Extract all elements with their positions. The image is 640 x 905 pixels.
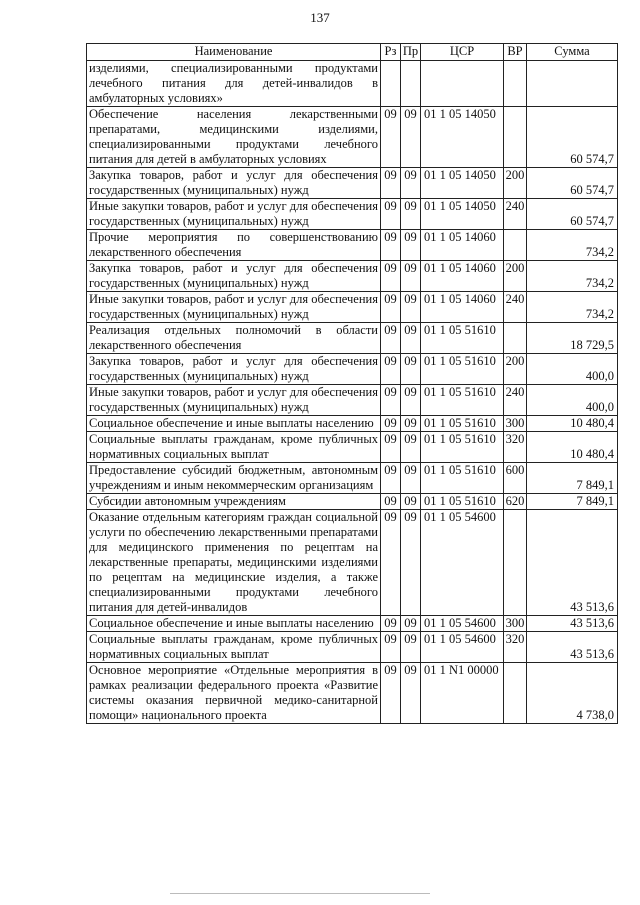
row-sum-cell: 400,0 — [527, 385, 618, 416]
table-row — [87, 199, 618, 230]
row-name-cell: Прочие мероприятия по совершенствованию лекарственного обеспечения — [87, 230, 381, 261]
scan-artifact-line — [170, 893, 430, 894]
header-pr: Пр — [401, 44, 421, 61]
row-name-cell: Иные закупки товаров, работ и услуг для обеспечения государственных (муниципальных) нужд — [87, 292, 381, 323]
row-vr-cell: 200 — [504, 354, 527, 385]
row-sum-cell: 43 513,6 — [527, 616, 618, 632]
row-sum-cell: 60 574,7 — [527, 107, 618, 168]
row-rz-cell: 09 — [381, 463, 401, 494]
row-pr-cell: 09 — [401, 616, 421, 632]
row-vr-cell: 300 — [504, 416, 527, 432]
row-pr-cell: 09 — [401, 107, 421, 168]
row-name-cell: Иные закупки товаров, работ и услуг для обеспечения государственных (муниципальных) нужд — [87, 199, 381, 230]
row-rz-cell: 09 — [381, 663, 401, 724]
row-csr-cell: 01 1 05 51610 — [421, 323, 504, 354]
row-csr-cell: 01 1 05 54600 — [421, 632, 504, 663]
table-row — [87, 510, 618, 616]
table-row — [87, 416, 618, 432]
row-vr-cell: 240 — [504, 385, 527, 416]
row-vr-cell — [504, 510, 527, 616]
row-csr-cell: 01 1 05 14050 — [421, 168, 504, 199]
row-pr-cell: 09 — [401, 385, 421, 416]
row-pr-cell: 09 — [401, 416, 421, 432]
row-name-cell: Основное мероприятие «Отдельные мероприятия в рамках реализации федерального проекта «Развитие системы оказания первичной медико-санитарной помощи» национального проекта — [87, 663, 381, 724]
row-csr-cell: 01 1 05 51610 — [421, 416, 504, 432]
row-pr-cell: 09 — [401, 663, 421, 724]
row-pr-cell: 09 — [401, 510, 421, 616]
row-csr-cell: 01 1 05 14050 — [421, 107, 504, 168]
row-rz-cell: 09 — [381, 199, 401, 230]
row-sum-cell: 18 729,5 — [527, 323, 618, 354]
row-vr-cell — [504, 61, 527, 107]
table-row — [87, 323, 618, 354]
row-name-cell: изделиями, специализированными продуктами лечебного питания для детей-инвалидов в амбулаторных условиях» — [87, 61, 381, 107]
row-vr-cell: 320 — [504, 432, 527, 463]
row-sum-cell: 10 480,4 — [527, 432, 618, 463]
row-sum-cell: 734,2 — [527, 292, 618, 323]
table-row — [87, 292, 618, 323]
row-name-cell: Реализация отдельных полномочий в области лекарственного обеспечения — [87, 323, 381, 354]
table-row — [87, 494, 618, 510]
table-row — [87, 61, 618, 107]
table-row — [87, 432, 618, 463]
row-vr-cell: 300 — [504, 616, 527, 632]
row-name-cell: Предоставление субсидий бюджетным, автономным учреждениям и иным некоммерческим организациям — [87, 463, 381, 494]
row-name-cell: Обеспечение населения лекарственными препаратами, медицинскими изделиями, специализированными продуктами лечебного питания для детей в амбулаторных условиях — [87, 107, 381, 168]
row-rz-cell — [381, 61, 401, 107]
row-rz-cell: 09 — [381, 292, 401, 323]
row-sum-cell: 10 480,4 — [527, 416, 618, 432]
table-row — [87, 463, 618, 494]
header-sum: Сумма — [527, 44, 618, 61]
row-csr-cell: 01 1 05 51610 — [421, 463, 504, 494]
row-rz-cell: 09 — [381, 168, 401, 199]
row-pr-cell: 09 — [401, 292, 421, 323]
table-row — [87, 261, 618, 292]
row-sum-cell: 60 574,7 — [527, 168, 618, 199]
row-rz-cell: 09 — [381, 261, 401, 292]
row-csr-cell: 01 1 05 51610 — [421, 494, 504, 510]
row-rz-cell: 09 — [381, 432, 401, 463]
table-row — [87, 632, 618, 663]
table-body — [87, 61, 618, 724]
row-name-cell: Социальное обеспечение и иные выплаты населению — [87, 416, 381, 432]
row-pr-cell: 09 — [401, 168, 421, 199]
row-pr-cell: 09 — [401, 632, 421, 663]
row-csr-cell: 01 1 05 51610 — [421, 354, 504, 385]
row-csr-cell: 01 1 N1 00000 — [421, 663, 504, 724]
row-sum-cell: 734,2 — [527, 230, 618, 261]
table-row — [87, 354, 618, 385]
row-rz-cell: 09 — [381, 230, 401, 261]
header-rz: Рз — [381, 44, 401, 61]
row-name-cell: Социальные выплаты гражданам, кроме публичных нормативных социальных выплат — [87, 432, 381, 463]
row-rz-cell: 09 — [381, 323, 401, 354]
row-rz-cell: 09 — [381, 494, 401, 510]
row-vr-cell: 240 — [504, 292, 527, 323]
header-name: Наименование — [87, 44, 381, 61]
row-vr-cell: 240 — [504, 199, 527, 230]
row-name-cell: Закупка товаров, работ и услуг для обеспечения государственных (муниципальных) нужд — [87, 354, 381, 385]
row-name-cell: Закупка товаров, работ и услуг для обеспечения государственных (муниципальных) нужд — [87, 168, 381, 199]
row-csr-cell — [421, 61, 504, 107]
row-vr-cell: 200 — [504, 168, 527, 199]
row-csr-cell: 01 1 05 54600 — [421, 616, 504, 632]
row-pr-cell: 09 — [401, 432, 421, 463]
row-sum-cell: 734,2 — [527, 261, 618, 292]
table-row — [87, 616, 618, 632]
row-csr-cell: 01 1 05 14060 — [421, 292, 504, 323]
row-pr-cell — [401, 61, 421, 107]
page-number: 137 — [310, 10, 330, 25]
table-row — [87, 663, 618, 724]
table-row — [87, 107, 618, 168]
row-name-cell: Оказание отдельным категориям граждан социальной услуги по обеспечению лекарственными препаратами для медицинского применения по рецептам на лекарственные препараты, медицинскими изделиями по рецептам на медицинские изделия, а также специализированными продуктами лечебного питания для детей-инвалидов — [87, 510, 381, 616]
row-vr-cell: 320 — [504, 632, 527, 663]
row-vr-cell: 620 — [504, 494, 527, 510]
row-sum-cell: 400,0 — [527, 354, 618, 385]
row-csr-cell: 01 1 05 14060 — [421, 261, 504, 292]
row-sum-cell: 43 513,6 — [527, 632, 618, 663]
row-csr-cell: 01 1 05 51610 — [421, 432, 504, 463]
row-vr-cell — [504, 107, 527, 168]
row-name-cell: Иные закупки товаров, работ и услуг для обеспечения государственных (муниципальных) нужд — [87, 385, 381, 416]
row-sum-cell: 43 513,6 — [527, 510, 618, 616]
row-vr-cell — [504, 663, 527, 724]
row-csr-cell: 01 1 05 14050 — [421, 199, 504, 230]
table-row — [87, 168, 618, 199]
row-pr-cell: 09 — [401, 494, 421, 510]
table-row — [87, 385, 618, 416]
row-vr-cell — [504, 323, 527, 354]
row-rz-cell: 09 — [381, 632, 401, 663]
row-rz-cell: 09 — [381, 354, 401, 385]
budget-table — [86, 43, 618, 724]
row-name-cell: Закупка товаров, работ и услуг для обеспечения государственных (муниципальных) нужд — [87, 261, 381, 292]
row-sum-cell — [527, 61, 618, 107]
row-name-cell: Социальные выплаты гражданам, кроме публичных нормативных социальных выплат — [87, 632, 381, 663]
row-rz-cell: 09 — [381, 416, 401, 432]
row-pr-cell: 09 — [401, 463, 421, 494]
row-vr-cell: 600 — [504, 463, 527, 494]
row-rz-cell: 09 — [381, 385, 401, 416]
row-csr-cell: 01 1 05 51610 — [421, 385, 504, 416]
row-vr-cell — [504, 230, 527, 261]
row-csr-cell: 01 1 05 54600 — [421, 510, 504, 616]
row-pr-cell: 09 — [401, 199, 421, 230]
table-row — [87, 230, 618, 261]
header-csr: ЦСР — [421, 44, 504, 61]
row-sum-cell: 4 738,0 — [527, 663, 618, 724]
table-header-row — [87, 44, 618, 61]
row-sum-cell: 60 574,7 — [527, 199, 618, 230]
row-pr-cell: 09 — [401, 354, 421, 385]
header-vr: ВР — [504, 44, 527, 61]
row-csr-cell: 01 1 05 14060 — [421, 230, 504, 261]
row-rz-cell: 09 — [381, 510, 401, 616]
row-name-cell: Субсидии автономным учреждениям — [87, 494, 381, 510]
row-rz-cell: 09 — [381, 107, 401, 168]
row-sum-cell: 7 849,1 — [527, 463, 618, 494]
row-vr-cell: 200 — [504, 261, 527, 292]
row-pr-cell: 09 — [401, 323, 421, 354]
row-sum-cell: 7 849,1 — [527, 494, 618, 510]
row-rz-cell: 09 — [381, 616, 401, 632]
row-name-cell: Социальное обеспечение и иные выплаты населению — [87, 616, 381, 632]
row-pr-cell: 09 — [401, 230, 421, 261]
row-pr-cell: 09 — [401, 261, 421, 292]
